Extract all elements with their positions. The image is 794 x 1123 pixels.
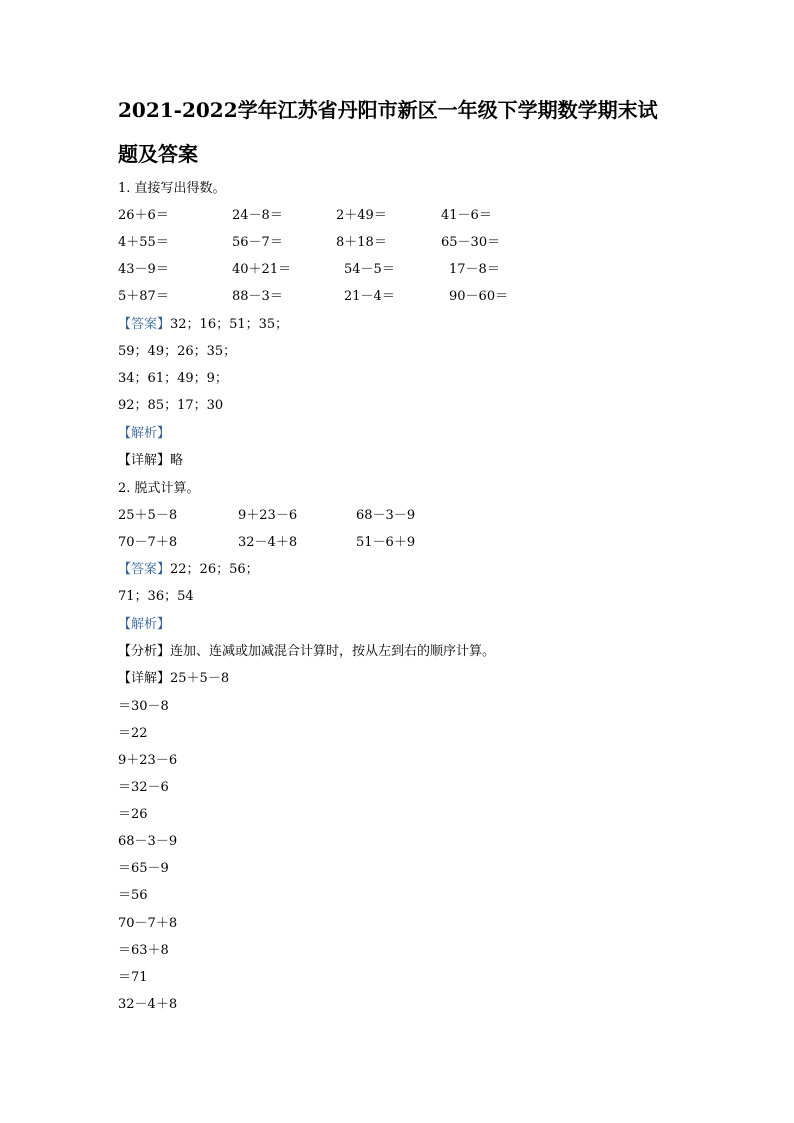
q2-analysis-label: 【解析】 [118,617,171,632]
calc-step: 68－3－9 [118,834,178,849]
answer-text: 32；16；51；35； [170,317,289,332]
calc-step: ＝63＋8 [118,943,169,958]
q1-problem: 4＋55＝ [118,235,169,250]
calc-step: ＝56 [118,888,148,903]
q1-problem: 54－5＝ [344,262,395,277]
q1-problem: 41－6＝ [441,208,492,223]
calc-step: ＝71 [118,970,148,985]
q1-problem: 56－7＝ [232,235,283,250]
q2-problem: 51－6＋9 [356,535,416,550]
calc-step: ＝30－8 [118,699,169,714]
detail-text: 略 [170,453,184,468]
q2-problem: 9＋23－6 [238,508,298,523]
q1-problem: 17－8＝ [449,262,500,277]
calc-step: ＝65－9 [118,861,169,876]
q1-problem: 2＋49＝ [336,208,387,223]
answer-text: 22；26；56； [170,562,259,577]
q1-answer-line: 34；61；49；9； [118,371,228,386]
calc-step: 32－4＋8 [118,997,178,1012]
q1-answer-line: 59；49；26；35； [118,344,237,359]
q2-problem: 70－7＋8 [118,535,178,550]
answer-label: 【答案】 [118,317,171,332]
detail-label: 【详解】 [118,671,171,686]
q1-problem: 24－8＝ [232,208,283,223]
q2-problem: 68－3－9 [356,508,416,523]
q1-problem: 21－4＝ [344,289,395,304]
q2-problem: 25＋5－8 [118,508,178,523]
calc-step: ＝32－6 [118,780,169,795]
q1-problem: 88－3＝ [232,289,283,304]
q1-problem: 43－9＝ [118,262,169,277]
q1-heading: 1. 直接写出得数。 [118,181,226,196]
q1-answer [118,316,288,334]
fenxi-label: 【分析】 [118,644,171,659]
doc-title-line-2: 题及答案 [118,142,198,166]
q1-problem: 5＋87＝ [118,289,169,304]
q2-answer [118,561,259,579]
calc-step: 9＋23－6 [118,753,178,768]
q1-detail [118,452,183,470]
q1-problem: 8＋18＝ [336,235,387,250]
q2-answer-line: 71；36；54 [118,589,194,604]
q1-problem: 90－60＝ [449,289,509,304]
q1-problem: 26＋6＝ [118,208,169,223]
q1-analysis-label: 【解析】 [118,426,171,441]
q2-heading: 2. 脱式计算。 [118,481,200,496]
calc-step: 70－7＋8 [118,916,178,931]
fenxi-text: 连加、连减或加减混合计算时，按从左到右的顺序计算。 [170,644,496,659]
calc-step: ＝22 [118,726,148,741]
q2-detail [118,670,229,688]
answer-label: 【答案】 [118,562,171,577]
detail-label: 【详解】 [118,453,171,468]
doc-title-line-1: 2021-2022学年江苏省丹阳市新区一年级下学期数学期末试 [118,98,658,122]
q2-problem: 32－4＋8 [238,535,298,550]
calc-step: ＝26 [118,807,148,822]
q1-problem: 65－30＝ [441,235,501,250]
q1-problem: 40＋21＝ [232,262,292,277]
q1-answer-line: 92；85；17；30 [118,398,224,413]
q2-fenxi [118,643,495,661]
detail-text: 25＋5－8 [170,671,230,686]
